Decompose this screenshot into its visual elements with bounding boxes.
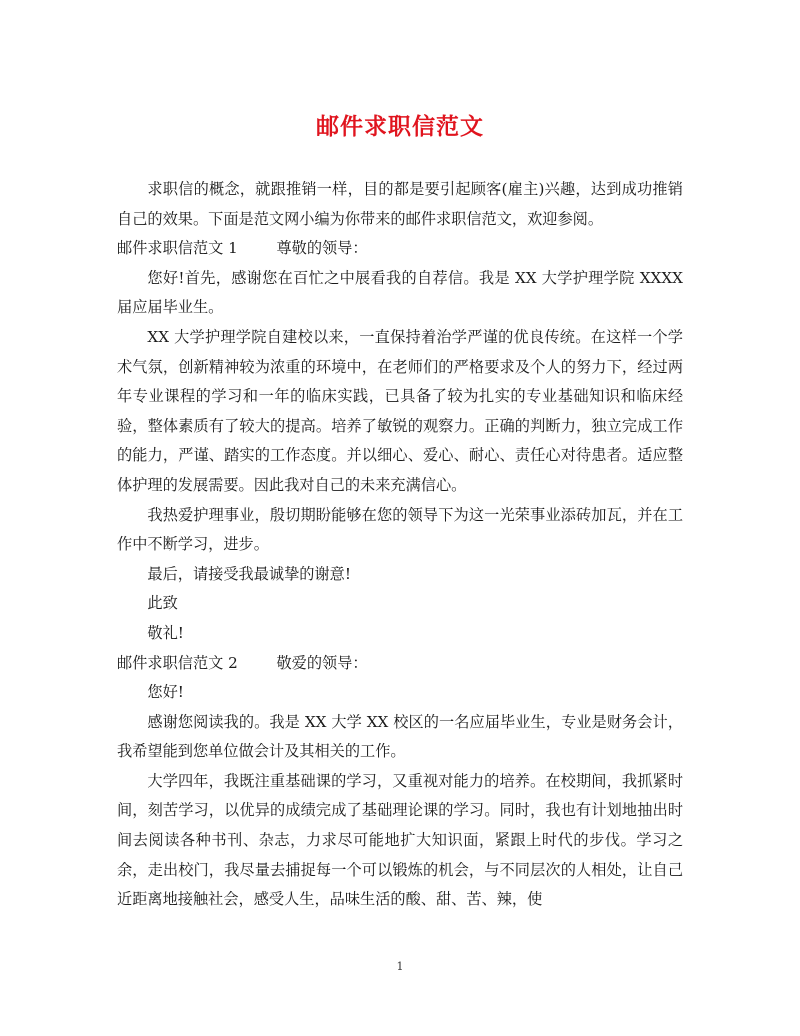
document-body (117, 175, 683, 915)
sample1-paragraph-1: 您好!首先，感谢您在百忙之中展看我的自荐信。我是 XX 大学护理学院 XXXX 届应届毕业生。 (117, 268, 683, 317)
sample1-paragraph-4: 最后，请接受我最诚挚的谢意! (147, 564, 351, 583)
sample2-paragraph-2: 大学四年，我既注重基础课的学习，又重视对能力的培养。在校期间，我抓紧时间，刻苦学习，以优异的成绩完成了基础理论课的学习。同时，我也有计划地抽出时间去阅读各种书刊、杂志，力求尽可能地扩大知识面，紧跟上时代的步伐。学习之余，走出校门，我尽量去捕捉每一个可以锻炼的机会，与不同层次的人相处，让自己近距离地接触社会，感受人生，品味生活的酸、甜、苦、辣，使 (117, 771, 683, 909)
sample2-salutation: 敬爱的领导： (276, 653, 368, 672)
sample2-greeting: 您好! (147, 683, 184, 702)
page-number: 1 (396, 960, 404, 973)
sample2-paragraph-1: 感谢您阅读我的。我是 XX 大学 XX 校区的一名应届毕业生，专业是财务会计，我希望能到您单位做会计及其相关的工作。 (117, 712, 683, 761)
sample1-heading-line (117, 234, 683, 264)
sample1-heading: 邮件求职信范文 1 (117, 239, 238, 258)
sample1-paragraph-2: XX 大学护理学院自建校以来，一直保持着治学严谨的优良传统。在这样一个学术气氛，创新精神较为浓重的环境中，在老师们的严格要求及个人的努力下，经过两年专业课程的学习和一年的临床实践，已具备了较为扎实的专业基础知识和临床经验，整体素质有了较大的提高。培养了敏锐的观察力。正确的判断力，独立完成工作的能力，严谨、踏实的工作态度。并以细心、爱心、耐心、责任心对待患者。适应整体护理的发展需要。因此我对自己的未来充满信心。 (117, 327, 683, 494)
intro-paragraph: 求职信的概念，就跟推销一样，目的都是要引起顾客(雇主)兴趣，达到成功推销自己的效果。下面是范文网小编为你带来的邮件求职信范文，欢迎参阅。 (117, 180, 683, 228)
document-title: 邮件求职信范文 (316, 113, 484, 140)
sample2-heading: 邮件求职信范文 2 (117, 653, 238, 672)
sample1-closing-2: 敬礼! (147, 623, 184, 642)
sample1-paragraph-3: 我热爱护理事业，殷切期盼能够在您的领导下为这一光荣事业添砖加瓦，并在工作中不断学习，进步。 (117, 505, 683, 554)
sample1-salutation: 尊敬的领导： (276, 239, 368, 258)
sample1-closing-1: 此致 (147, 594, 178, 613)
sample2-heading-line (117, 649, 683, 679)
